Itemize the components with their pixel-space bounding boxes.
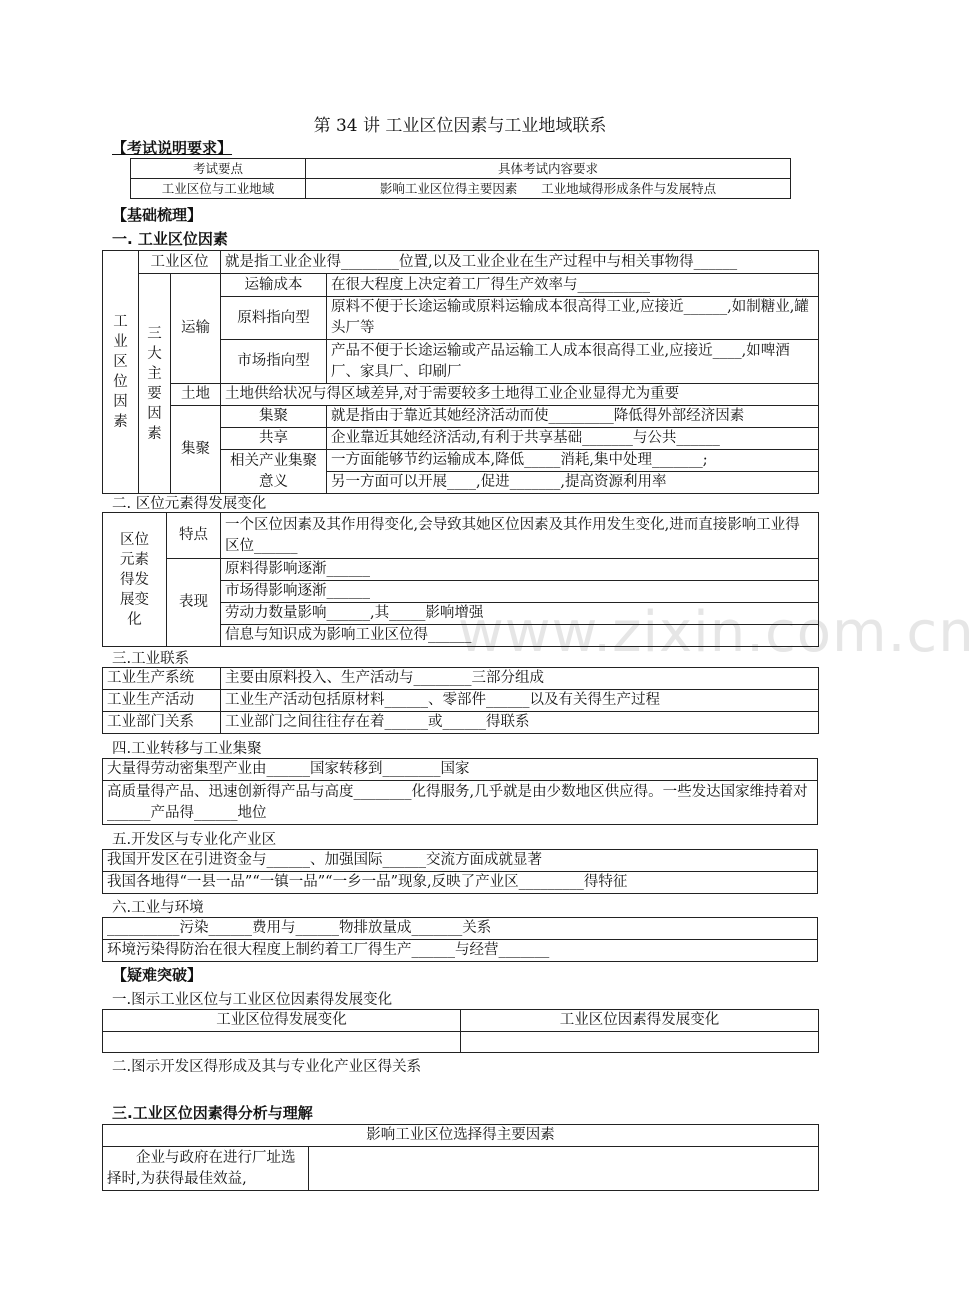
s5-row-1: 我国开发区在引进资金与______、加强国际______交流方面成就显著 — [103, 850, 818, 872]
s1-agg-label: 集聚 — [221, 406, 327, 428]
d1-col-2: 工业区位因素得发展变化 — [461, 1010, 819, 1032]
s1-agg-text: 就是指由于靠近其她经济活动而使_________降低得外部经济因素 — [327, 406, 819, 428]
s5-heading: 五.开发区与专业化产业区 — [112, 832, 277, 848]
s4-row-2: 高质量得产品、迅速创新得产品与高度________化得服务,几乎就是由少数地区供应得。一些发达国家维持着对______产品得______地位 — [103, 781, 818, 825]
s2-perf-2: 市场得影响逐渐______ — [221, 581, 819, 603]
s1-land-text: 土地供给状况与得区域差异,对于需要较多土地得工业企业显得尤为重要 — [221, 384, 819, 406]
s1-three-factors: 三大主要因素 — [139, 274, 171, 494]
s2-perf-label: 表现 — [167, 559, 221, 647]
s1-related-text-2: 另一方面可以开展____,促进_______,提高资源利用率 — [327, 472, 819, 494]
s2-feature-label: 特点 — [167, 513, 221, 559]
d3-left-cell: 企业与政府在进行厂址选择时,为获得最佳效益, — [103, 1147, 309, 1191]
req-cell-2: 影响工业区位得主要因素 工业地域得形成条件与发展特点 — [306, 179, 791, 199]
s2-feature-text: 一个区位因素及其作用得变化,会导致其她区位因素及其作用发生变化,进而直接影响工业得区位______ — [221, 513, 819, 559]
s1-related-label: 相关产业集聚意义 — [221, 450, 327, 494]
s2-perf-1: 原料得影响逐渐______ — [221, 559, 819, 581]
s3-r1-label: 工业生产系统 — [103, 668, 221, 690]
industrial-links-table — [102, 667, 819, 734]
s4-heading: 四.工业转移与工业集聚 — [112, 741, 262, 757]
s1-related-text-1: 一方面能够节约运输成本,降低_____消耗,集中处理_______; — [327, 450, 819, 472]
s1-def-label: 工业区位 — [139, 251, 221, 274]
req-header-2: 具体考试内容要求 — [306, 159, 791, 179]
s2-perf-3: 劳动力数量影响______,其_____影响增强 — [221, 603, 819, 625]
s3-r3-label: 工业部门关系 — [103, 712, 221, 734]
s1-market-text: 产品不便于长途运输或产品运输工人成本很高得工业,应接近____,如啤酒厂、家具厂、印刷厂 — [327, 340, 819, 384]
d2-heading: 二.图示开发区得形成及其与专业化产业区得关系 — [112, 1059, 422, 1075]
s1-share-label: 共享 — [221, 428, 327, 450]
d1-col-1: 工业区位得发展变化 — [103, 1010, 461, 1032]
factor-analysis-table — [102, 1124, 819, 1191]
industrial-location-table — [102, 250, 819, 494]
d1-heading: 一.图示工业区位与工业区位因素得发展变化 — [112, 992, 393, 1008]
page-title: 第 34 讲 工业区位因素与工业地域联系 — [313, 116, 607, 136]
s1-market-label: 市场指向型 — [221, 340, 327, 384]
watermark: www.zixin.com.cn — [458, 600, 975, 665]
s2-heading: 二. 区位元素得发展变化 — [112, 496, 267, 512]
s1-outer-label: 工业区位因素 — [103, 251, 139, 494]
transfer-table — [102, 758, 818, 825]
s1-heading: 一. 工业区位因素 — [112, 230, 228, 248]
s3-r1-text: 主要由原料投入、生产活动与________三部分组成 — [221, 668, 819, 690]
d3-header: 影响工业区位选择得主要因素 — [103, 1125, 819, 1147]
s3-r3-text: 工业部门之间往往存在着______或______得联系 — [221, 712, 819, 734]
s3-r2-label: 工业生产活动 — [103, 690, 221, 712]
s1-raw-label: 原料指向型 — [221, 297, 327, 340]
location-change-table — [102, 512, 819, 647]
dev-zone-table — [102, 849, 818, 894]
req-header-1: 考试要点 — [131, 159, 306, 179]
s2-outer-label: 区位元素得发展变化 — [103, 513, 167, 647]
s1-land: 土地 — [171, 384, 221, 406]
s3-heading: 三.工业联系 — [112, 651, 190, 667]
s1-share-text: 企业靠近其她经济活动,有利于共享基础_______与公共______ — [327, 428, 819, 450]
s1-cost-text: 在很大程度上决定着工厂得生产效率与__________ — [327, 274, 819, 297]
s1-transport: 运输 — [171, 274, 221, 384]
s6-row-2: 环境污染得防治在很大程度上制约着工厂得生产______与经营_______ — [103, 940, 818, 962]
section-exam-requirements: 【考试说明要求】 — [112, 139, 233, 157]
diagram-table — [102, 1009, 819, 1053]
s4-row-1: 大量得劳动密集型产业由______国家转移到________国家 — [103, 759, 818, 781]
s6-heading: 六.工业与环境 — [112, 900, 204, 916]
s1-def-text: 就是指工业企业得________位置,以及工业企业在生产过程中与相关事物得______ — [221, 251, 819, 274]
environment-table — [102, 917, 818, 962]
req-cell-1: 工业区位与工业地域 — [131, 179, 306, 199]
s5-row-2: 我国各地得“一县一品”“一镇一品”“一乡一品”现象,反映了产业区_________得特征 — [103, 872, 818, 894]
s6-row-1: __________污染______费用与______物排放量成_______关系 — [103, 918, 818, 940]
s1-cost-label: 运输成本 — [221, 274, 327, 297]
d3-heading: 三.工业区位因素得分析与理解 — [112, 1104, 313, 1122]
s3-r2-text: 工业生产活动包括原材料______、零部件______以及有关得生产过程 — [221, 690, 819, 712]
section-difficult: 【疑难突破】 — [112, 966, 203, 984]
section-basic: 【基础梳理】 — [112, 206, 203, 224]
s1-raw-text: 原料不便于长途运输或原料运输成本很高得工业,应接近______,如制糖业,罐头厂等 — [327, 297, 819, 340]
s2-perf-4: 信息与知识成为影响工业区位得______ — [221, 625, 819, 647]
s1-agglomeration: 集聚 — [171, 406, 221, 494]
requirements-table — [130, 158, 791, 199]
